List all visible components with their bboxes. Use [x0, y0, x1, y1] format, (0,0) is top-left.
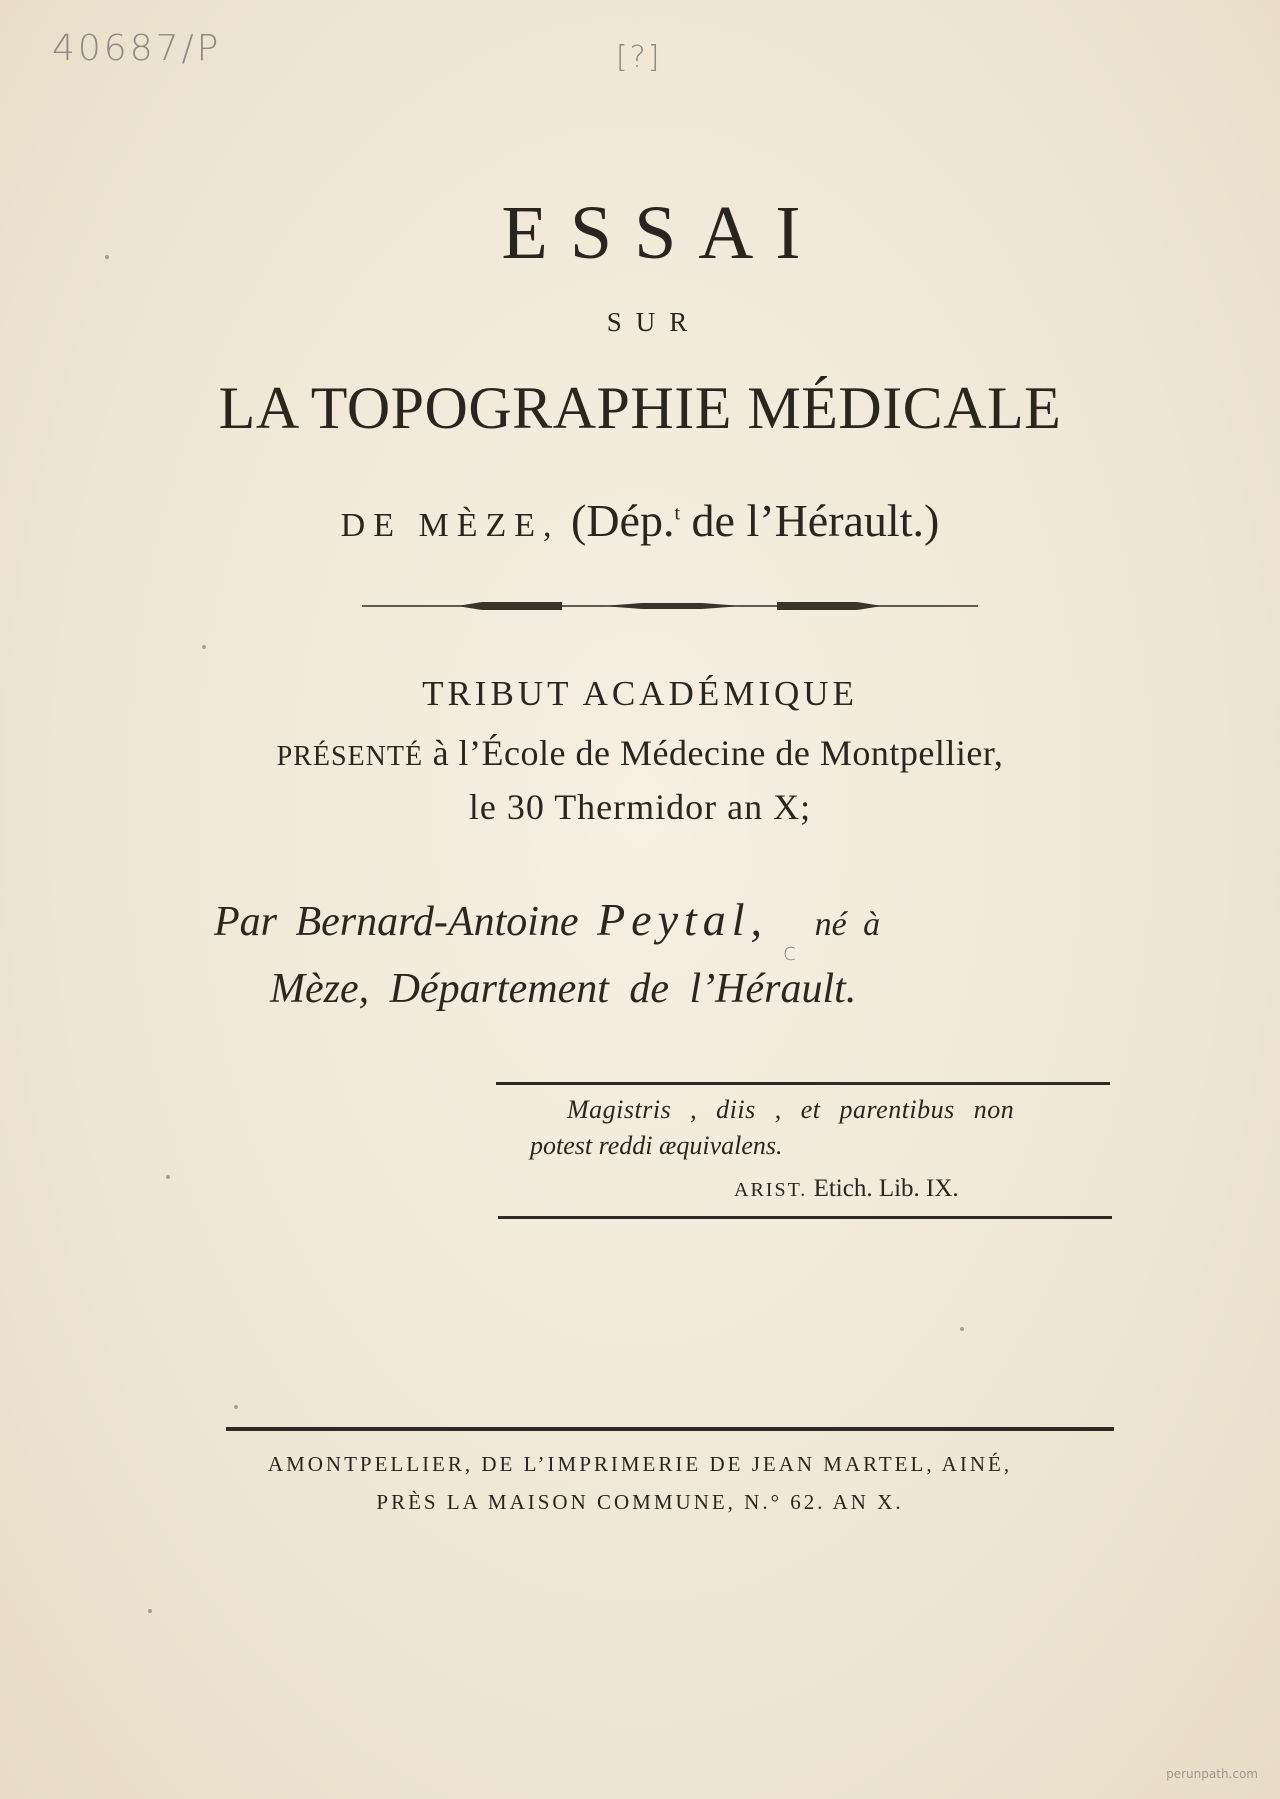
imprint-line-2: PRÈS LA MAISON COMMUNE, N.° 62. AN X. — [376, 1490, 904, 1514]
paper-speck — [202, 645, 206, 649]
presente-line — [0, 732, 1280, 774]
presente-prefix: PRÉSENTÉ — [276, 741, 424, 772]
paper-speck — [148, 1609, 152, 1613]
site-watermark: perunpath.com — [1166, 1767, 1258, 1781]
tribut-heading: TRIBUT ACADÉMIQUE — [422, 674, 858, 713]
epigraph-top-rule — [496, 1082, 1110, 1085]
paper-speck — [960, 1327, 964, 1331]
title-essai: ESSAI — [501, 191, 823, 275]
imprint-rule — [226, 1427, 1114, 1431]
imprint-line-1: AMONTPELLIER, DE L’IMPRIMERIE DE JEAN MARTEL, AINÉ, — [267, 1452, 1013, 1476]
title-topographie: LA TOPOGRAPHIE MÉDICALE — [218, 375, 1062, 441]
bracket-annotation: [?] — [616, 40, 662, 75]
paper-speck — [166, 1175, 170, 1179]
author-prefix: Par Bernard-Antoine — [214, 899, 579, 945]
title-meze-dept-rest: de l’Hérault.) — [691, 495, 940, 546]
pencil-correction: c — [783, 938, 797, 966]
title-meze-prefix: DE MÈZE, — [340, 507, 560, 544]
author-suffix: né à — [814, 906, 881, 943]
ornamental-rule — [362, 599, 978, 613]
title-meze-line — [0, 494, 1280, 547]
author-line-2: Mèze, Département de l’Hérault. — [270, 966, 857, 1012]
paper-speck — [105, 255, 109, 259]
epigraph-attr-rest: Etich. Lib. IX. — [813, 1175, 959, 1202]
author-line-1 — [214, 893, 880, 946]
title-sur: SUR — [606, 307, 702, 337]
date-line: le 30 Thermidor an X; — [468, 787, 812, 827]
epigraph-line-1: Magistris , diis , et parentibus non — [567, 1095, 1015, 1124]
title-meze-dept: (Dép. — [571, 495, 675, 546]
title-meze-dept-sup: t — [674, 502, 681, 525]
shelfmark-annotation: 40687/P — [52, 28, 222, 69]
epigraph-line-2: potest reddi æquivalens. — [530, 1131, 783, 1160]
presente-rest: à l’École de Médecine de Montpellier, — [432, 733, 1004, 773]
epigraph-bottom-rule — [498, 1216, 1112, 1219]
epigraph-attr-prefix: ARIST. — [734, 1179, 808, 1201]
paper-speck — [234, 1405, 238, 1409]
epigraph-attribution — [734, 1175, 959, 1203]
author-surname: Peytal, — [597, 894, 769, 945]
